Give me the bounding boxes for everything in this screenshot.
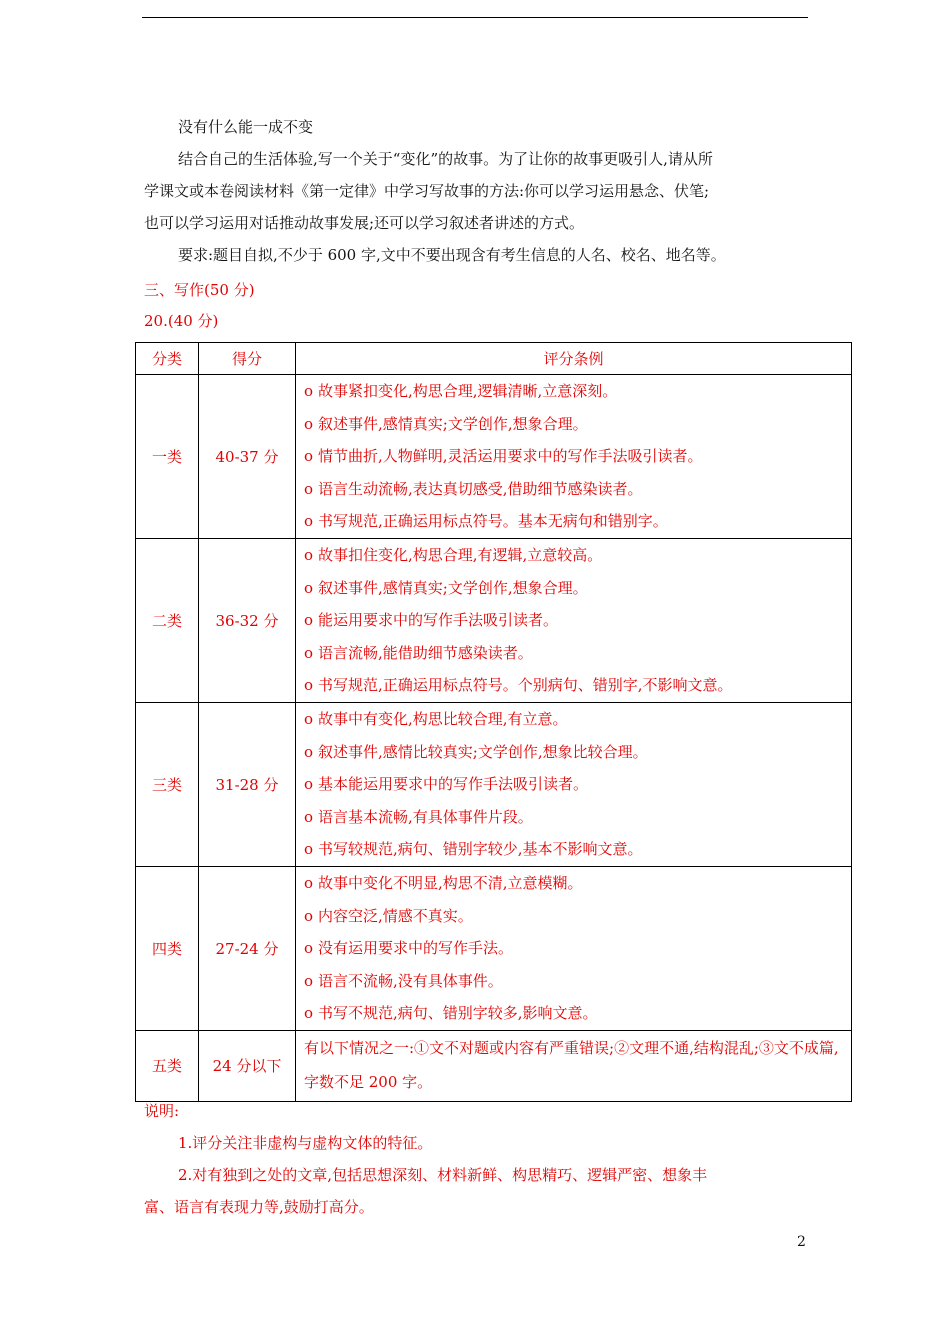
score-cell: 27-24 分 (199, 866, 296, 1030)
bullet-icon: o (304, 545, 314, 564)
criteria-item: o 故事紧扣变化,构思合理,逻辑清晰,立意深刻。 (304, 375, 845, 408)
criteria-item: o 语言流畅,能借助细节感染读者。 (304, 637, 845, 670)
bullet-icon: o (304, 939, 314, 958)
category-cell: 二类 (136, 538, 199, 702)
header-category: 分类 (136, 343, 199, 375)
topic-title: 没有什么能一成不变 (178, 118, 314, 136)
criteria-text: 有以下情况之一:①文不对题或内容有严重错误;②文理不通,结构混乱;③文不成篇,字数不足 200 字。 (304, 1038, 839, 1091)
category-cell: 四类 (136, 866, 199, 1030)
bullet-icon: o (304, 479, 314, 498)
page-number: 2 (797, 1234, 806, 1250)
bullet-icon: o (304, 447, 314, 466)
table-row (136, 866, 852, 1030)
criteria-item: o 故事扣住变化,构思合理,有逻辑,立意较高。 (304, 539, 845, 572)
criteria-item: o 叙述事件,感情真实;文学创作,想象合理。 (304, 408, 845, 441)
criteria-item: o 书写规范,正确运用标点符号。个别病句、错别字,不影响文意。 (304, 669, 845, 702)
criteria-cell (296, 702, 852, 866)
header-rule (142, 17, 808, 18)
criteria-item: o 书写规范,正确运用标点符号。基本无病句和错别字。 (304, 505, 845, 538)
criteria-item: o 故事中有变化,构思比较合理,有立意。 (304, 703, 845, 736)
table-row (136, 702, 852, 866)
criteria-item: o 叙述事件,感情比较真实;文学创作,想象比较合理。 (304, 736, 845, 769)
criteria-item: o 基本能运用要求中的写作手法吸引读者。 (304, 768, 845, 801)
header-criteria: 评分条例 (296, 343, 852, 375)
question-label: 20.(40 分) (144, 312, 219, 330)
section-heading: 三、写作(50 分) (144, 281, 255, 299)
criteria-item: o 内容空泛,情感不真实。 (304, 900, 845, 933)
bullet-icon: o (304, 775, 314, 794)
topic-prompt-line-3: 也可以学习运用对话推动故事发展;还可以学习叙述者讲述的方式。 (144, 214, 585, 232)
notes-heading: 说明: (144, 1102, 180, 1120)
score-cell: 24 分以下 (199, 1030, 296, 1101)
category-cell: 三类 (136, 702, 199, 866)
notes-item-2-line-2: 富、语言有表现力等,鼓励打高分。 (144, 1198, 374, 1216)
criteria-item: o 没有运用要求中的写作手法。 (304, 932, 845, 965)
header-score: 得分 (199, 343, 296, 375)
score-cell: 40-37 分 (199, 375, 296, 539)
topic-prompt-line-1: 结合自己的生活体验,写一个关于“变化”的故事。为了让你的故事更吸引人,请从所 (178, 150, 713, 168)
criteria-item: o 能运用要求中的写作手法吸引读者。 (304, 604, 845, 637)
criteria-cell (296, 1030, 852, 1101)
table-row (136, 538, 852, 702)
criteria-item: o 书写不规范,病句、错别字较多,影响文意。 (304, 997, 845, 1030)
bullet-icon: o (304, 873, 314, 892)
bullet-icon: o (304, 643, 314, 662)
table-row (136, 375, 852, 539)
table-header-row (136, 343, 852, 375)
criteria-cell (296, 866, 852, 1030)
criteria-cell (296, 538, 852, 702)
bullet-icon: o (304, 709, 314, 728)
criteria-item: o 叙述事件,感情真实;文学创作,想象合理。 (304, 572, 845, 605)
criteria-item: o 语言不流畅,没有具体事件。 (304, 965, 845, 998)
bullet-icon: o (304, 971, 314, 990)
bullet-icon: o (304, 807, 314, 826)
bullet-icon: o (304, 512, 314, 531)
criteria-item: o 情节曲折,人物鲜明,灵活运用要求中的写作手法吸引读者。 (304, 440, 845, 473)
notes-item-1: 1.评分关注非虚构与虚构文体的特征。 (178, 1134, 433, 1152)
topic-prompt-line-2: 学课文或本卷阅读材料《第一定律》中学习写故事的方法:你可以学习运用悬念、伏笔; (144, 182, 710, 200)
category-cell: 五类 (136, 1030, 199, 1101)
scoring-rubric-table (135, 342, 852, 1102)
criteria-cell (296, 375, 852, 539)
score-cell: 31-28 分 (199, 702, 296, 866)
bullet-icon: o (304, 676, 314, 695)
bullet-icon: o (304, 578, 314, 597)
category-cell: 一类 (136, 375, 199, 539)
criteria-item: o 语言基本流畅,有具体事件片段。 (304, 801, 845, 834)
criteria-item: o 语言生动流畅,表达真切感受,借助细节感染读者。 (304, 473, 845, 506)
notes-item-2-line-1: 2.对有独到之处的文章,包括思想深刻、材料新鲜、构思精巧、逻辑严密、想象丰 (178, 1166, 708, 1184)
bullet-icon: o (304, 382, 314, 400)
score-cell: 36-32 分 (199, 538, 296, 702)
bullet-icon: o (304, 1004, 314, 1023)
bullet-icon: o (304, 840, 314, 859)
bullet-icon: o (304, 611, 314, 630)
table-row (136, 1030, 852, 1101)
criteria-item: o 故事中变化不明显,构思不清,立意模糊。 (304, 867, 845, 900)
criteria-item: o 书写较规范,病句、错别字较少,基本不影响文意。 (304, 833, 845, 866)
bullet-icon: o (304, 906, 314, 925)
bullet-icon: o (304, 414, 314, 433)
bullet-icon: o (304, 742, 314, 761)
topic-requirement: 要求:题目自拟,不少于 600 字,文中不要出现含有考生信息的人名、校名、地名等。 (178, 246, 726, 264)
